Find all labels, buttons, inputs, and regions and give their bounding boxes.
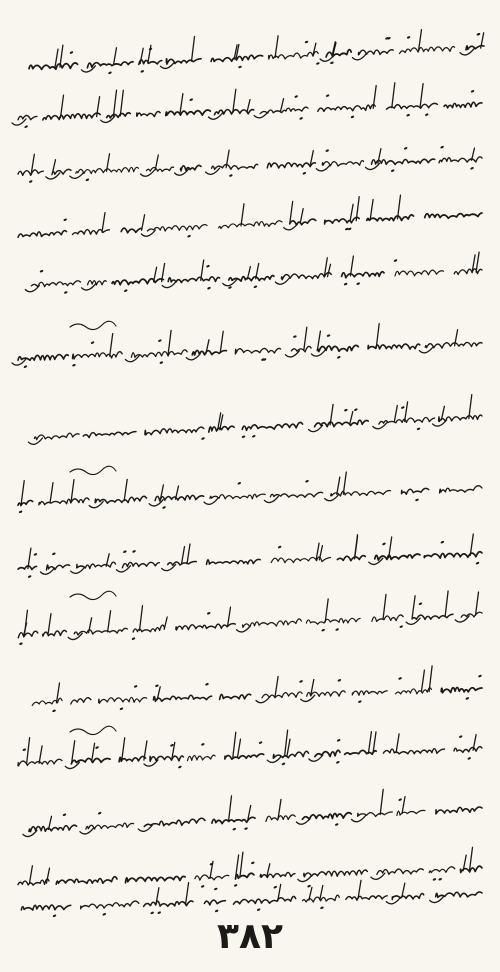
folio-number: ٣٨٢ <box>217 916 283 957</box>
